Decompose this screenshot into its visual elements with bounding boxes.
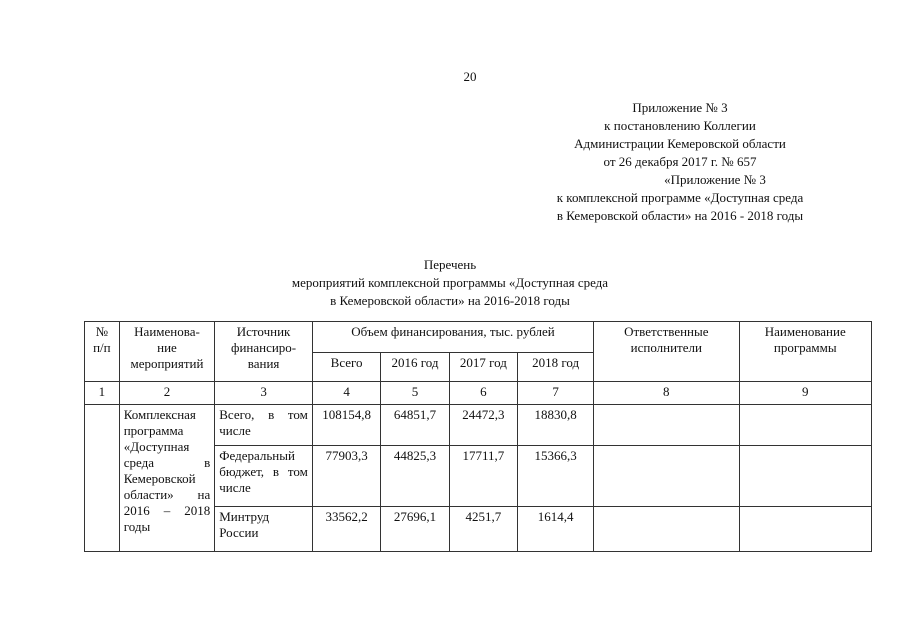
header-2017: 2017 год	[449, 353, 517, 382]
header-text: программы	[773, 340, 837, 355]
activities-table	[84, 321, 872, 552]
cell-total: 108154,8	[312, 405, 380, 446]
cell-2017: 4251,7	[449, 507, 517, 552]
header-text: ние	[157, 340, 177, 355]
appendix-line: к комплексной программе «Доступная среда	[556, 190, 804, 205]
appendix-line: Администрации Кемеровской области	[574, 136, 786, 151]
header-2018: 2018 год	[518, 353, 594, 382]
cell-2016: 64851,7	[381, 405, 449, 446]
appendix-line: Приложение № 3	[632, 100, 728, 115]
column-number: 9	[739, 382, 871, 405]
header-text: №	[95, 324, 109, 339]
appendix-line: «Приложение № 3	[664, 172, 766, 187]
column-number: 6	[449, 382, 517, 405]
header-text: Источник	[236, 324, 291, 339]
header-text: Ответственные	[624, 324, 709, 339]
header-num	[85, 322, 120, 382]
cell-2016: 27696,1	[381, 507, 449, 552]
cell-activity-name: Комплексная программа «Доступная среда в Кемеровской области» на 2016 – 2018 годы	[119, 405, 215, 552]
appendix-line: в Кемеровской области» на 2016 - 2018 годы	[556, 208, 804, 223]
title-line: в Кемеровской области» на 2016-2018 годы	[330, 293, 570, 308]
header-text: вания	[247, 356, 280, 371]
header-text: Наименова-	[134, 324, 200, 339]
header-executors	[594, 322, 739, 382]
cell-program	[739, 507, 871, 552]
table-row	[85, 405, 872, 446]
header-text: исполнители	[630, 340, 702, 355]
column-number: 1	[85, 382, 120, 405]
cell-2018: 18830,8	[518, 405, 594, 446]
cell-executors	[594, 405, 739, 446]
title-line: Перечень	[423, 257, 477, 272]
column-number: 5	[381, 382, 449, 405]
cell-2016: 44825,3	[381, 446, 449, 507]
header-funding-source	[215, 322, 313, 382]
column-number: 8	[594, 382, 739, 405]
header-text: п/п	[93, 340, 111, 355]
cell-source: Минтруд России	[215, 507, 313, 552]
cell-program	[739, 405, 871, 446]
header-2016: 2016 год	[381, 353, 449, 382]
cell-executors	[594, 507, 739, 552]
header-text: Наименование	[764, 324, 846, 339]
title-line: мероприятий комплексной программы «Доступная среда	[291, 275, 609, 290]
header-text: финансиро-	[231, 340, 297, 355]
table-header-row	[85, 322, 872, 353]
page-number: 20	[463, 69, 477, 84]
header-funding-volume: Объем финансирования, тыс. рублей	[312, 322, 593, 353]
appendix-line: от 26 декабря 2017 г. № 657	[603, 154, 757, 169]
header-text: мероприятий	[130, 356, 204, 371]
cell-total: 77903,3	[312, 446, 380, 507]
appendix-header	[470, 99, 890, 225]
cell-2017: 24472,3	[449, 405, 517, 446]
header-activity-name	[119, 322, 215, 382]
cell-2018: 15366,3	[518, 446, 594, 507]
document-title	[240, 256, 660, 310]
cell-2018: 1614,4	[518, 507, 594, 552]
cell-2017: 17711,7	[449, 446, 517, 507]
column-number: 4	[312, 382, 380, 405]
cell-num	[85, 405, 120, 552]
column-number: 3	[215, 382, 313, 405]
cell-total: 33562,2	[312, 507, 380, 552]
column-number: 7	[518, 382, 594, 405]
column-numbers-row	[85, 382, 872, 405]
header-total: Всего	[312, 353, 380, 382]
column-number: 2	[119, 382, 215, 405]
cell-executors	[594, 446, 739, 507]
cell-source: Федеральный бюджет, в том числе	[215, 446, 313, 507]
cell-program	[739, 446, 871, 507]
appendix-line: к постановлению Коллегии	[604, 118, 756, 133]
cell-source: Всего, в том числе	[215, 405, 313, 446]
header-program-name	[739, 322, 871, 382]
